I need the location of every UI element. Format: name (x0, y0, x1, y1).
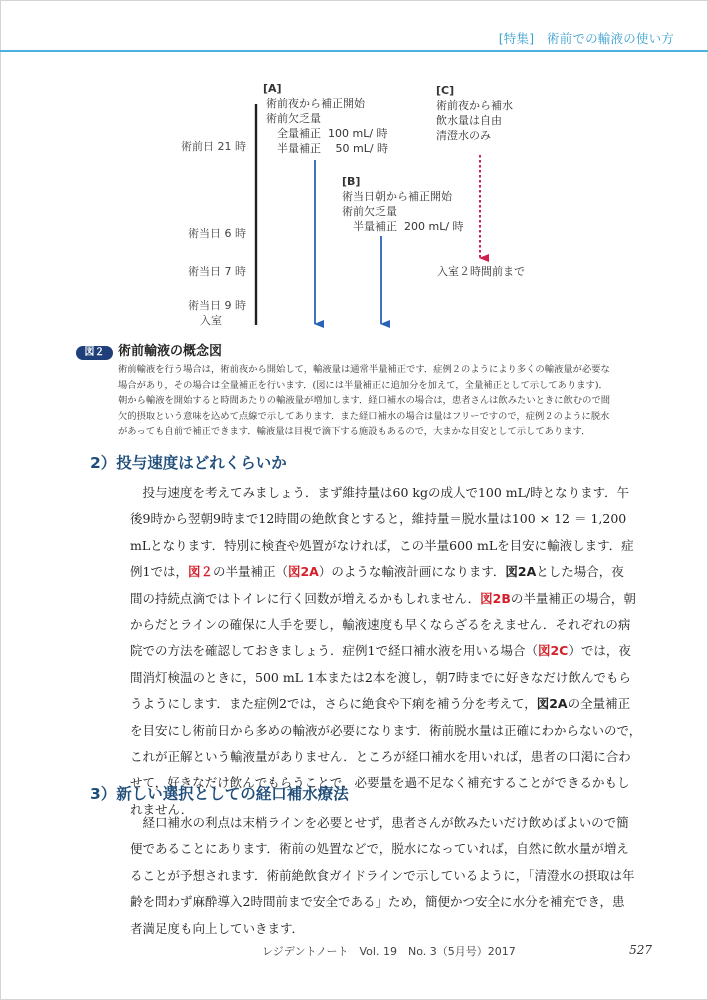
figure-title: 術前輸液の概念図 (118, 344, 223, 359)
time-label-eve-21: 術前日 21 時 (181, 140, 246, 153)
body-text-run: の半量補正（ (212, 564, 288, 580)
body-line (130, 665, 670, 691)
figure-reference-link[interactable]: 図2A (287, 564, 319, 580)
caption-line: 欠的摂取という意味を込めて点線で示してあります．また経口補水の場合は量はフリーですので，症例２のように脱水 (118, 410, 610, 422)
body-line (130, 480, 670, 506)
body-line (130, 810, 670, 836)
body-line (130, 691, 670, 717)
caption-line: があっても自前で補正できます．輸液量は目視で滴下する施設もあるので，大まかな目安として示してあります． (118, 426, 591, 438)
running-header: [特集] 術前での輸液の使い方 (498, 31, 674, 46)
plan-a-label: [A] (263, 82, 282, 95)
figure-reference-link[interactable]: 図2B (480, 590, 511, 606)
body-text-run: を目安にし術前日から多めの輸液が必要になります．術前脱水量は正確にわからないので， (130, 722, 642, 738)
body-line (130, 836, 670, 862)
plan-a-line: 半量補正 50 mL/ 時 (266, 142, 389, 155)
body-text-run: せて，好きなだけ飲んでもらうことで，必要量を過不足なく補充することができるかもし (130, 775, 630, 791)
body-text-run: の全量補正 (567, 696, 631, 712)
figure-badge: 図２ (76, 346, 113, 360)
body-line (130, 559, 670, 585)
page-number: 527 (629, 943, 652, 957)
body-text-run: ることが予想されます．術前絶飲食ガイドラインで示しているように，「清澄水の摂取は年 (130, 867, 635, 883)
body-text-run: れません． (130, 801, 194, 817)
body-text-run: 経口補水の利点は末梢ラインを必要とせず，患者さんが飲みたいだけ飲めばよいので簡 (130, 815, 629, 830)
time-label-day-9: 術当日 9 時 (188, 299, 246, 312)
section-3-heading: 3）新しい選択としての経口補水療法 (90, 785, 349, 803)
section-3-body (130, 810, 670, 942)
section-2-heading: 2）投与速度はどれくらいか (90, 454, 287, 472)
body-line (130, 889, 670, 915)
body-text-run: 間の持続点滴ではトイレに行く回数が増えるかもしれません． (130, 590, 481, 606)
body-text-run: これが正解という輸液量がありません．ところが経口補水を用いれば，患者の口渇に合わ (130, 748, 631, 764)
body-text-run: うようにします．また症例2では，さらに絶食や下痢を補う分を考えて， (130, 696, 537, 712)
body-line (130, 638, 670, 664)
body-text-run: 投与速度を考えてみましょう．まず維持量は60 kgの成人で100 mL/時となります．午 (130, 485, 630, 500)
body-text-run: 院での方法を確認しておきましょう．症例1で経口補水液を用いる場合（ (130, 643, 538, 659)
caption-line: 朝から輸液を開始すると時間あたりの輸液量が増加します．経口補水の場合は，患者さんは飲みたいときに飲むので間 (118, 395, 610, 407)
figure-reference-link: 図2A (536, 696, 568, 712)
body-line (130, 506, 670, 532)
body-text-run: ）のような輸液計画になります． (318, 564, 506, 580)
body-text-run: 齢を問わず麻酔導入2時間前まで安全である」ため，簡便かつ安全に水分を補充でき，患 (130, 894, 625, 910)
plan-a-line: 術前夜から補正開始 (266, 97, 365, 110)
body-line (130, 586, 670, 612)
plan-c-end-label: 入室２時間前まで (437, 265, 525, 278)
body-line (130, 916, 670, 942)
body-line (130, 744, 670, 770)
body-line (130, 533, 670, 559)
caption-line: 場合があり，その場合は全量補正を行います．(図には半量補正に追加分を加えて，全量補正として示してあります)． (118, 379, 608, 391)
body-line (130, 718, 670, 744)
figure-2 (0, 0, 708, 338)
body-text-run: 者満足度も向上していきます． (130, 920, 305, 936)
plan-c-line: 飲水量は自由 (436, 114, 502, 127)
section-2-body (130, 480, 670, 823)
plan-c-line: 清澄水のみ (436, 129, 491, 142)
body-text-run: とした場合，夜 (536, 564, 624, 580)
time-label-group (146, 139, 246, 154)
time-label-admission: 入室 (200, 314, 222, 327)
figure-reference-link[interactable]: 図２ (187, 564, 213, 580)
body-text-run: 例1では， (130, 564, 188, 580)
plan-c-line: 術前夜から補水 (436, 99, 513, 112)
plan-a-line: 術前欠乏量 (266, 112, 321, 125)
plan-b-line: 術前欠乏量 (342, 205, 397, 218)
figure-reference-link[interactable]: 図2C (537, 643, 569, 659)
plan-b-label: [B] (342, 175, 361, 188)
body-text-run: 便であることにあります．術前の処置などで，脱水になっていれば，自然に飲水量が増え (130, 841, 629, 857)
caption-line: 術前輸液を行う場合は，術前夜から開始して，輸液量は通常半量補正です．症例２のようにより多くの輸液量が必要な (118, 364, 610, 375)
time-label-group (146, 264, 246, 279)
body-text-run: mLとなります．特別に検査や処置がなければ，この半量600 mLを目安に輸液します．症 (130, 537, 634, 553)
body-line (130, 612, 670, 638)
time-label-group (146, 298, 246, 328)
figure-caption (118, 362, 678, 440)
plan-c-label: [C] (436, 84, 455, 97)
time-label-day-7: 術当日 7 時 (188, 265, 246, 278)
body-text-run: 間消灯検温のときに，500 mL 1本または2本を渡し，朝7時までに好きなだけ飲んでもら (130, 669, 631, 685)
body-text-run: からだとラインの確保に人手を要し，輸液速度も早くならざるをえません．それぞれの病 (130, 616, 631, 632)
figure-reference-link: 図2A (505, 564, 537, 580)
body-line (130, 863, 670, 889)
body-text-run: の半量補正の場合，朝 (510, 590, 636, 606)
plan-b-line: 半量補正 200 mL/ 時 (342, 220, 464, 233)
plan-b-line: 術当日朝から補正開始 (342, 190, 452, 203)
figure-arrows (0, 0, 708, 338)
time-label-day-6: 術当日 6 時 (188, 227, 246, 240)
time-label-group (146, 226, 246, 241)
body-text-run: 後9時から翌朝9時まで12時間の絶飲食とすると，維持量＝脱水量は100 × 12 ＝ 1,200 (130, 511, 627, 527)
footer-journal: レジデントノート Vol. 19 No. 3（5月号）2017 (262, 945, 516, 958)
body-text-run: ）では，夜 (568, 643, 631, 659)
plan-a-line: 全量補正 100 mL/ 時 (266, 127, 388, 140)
